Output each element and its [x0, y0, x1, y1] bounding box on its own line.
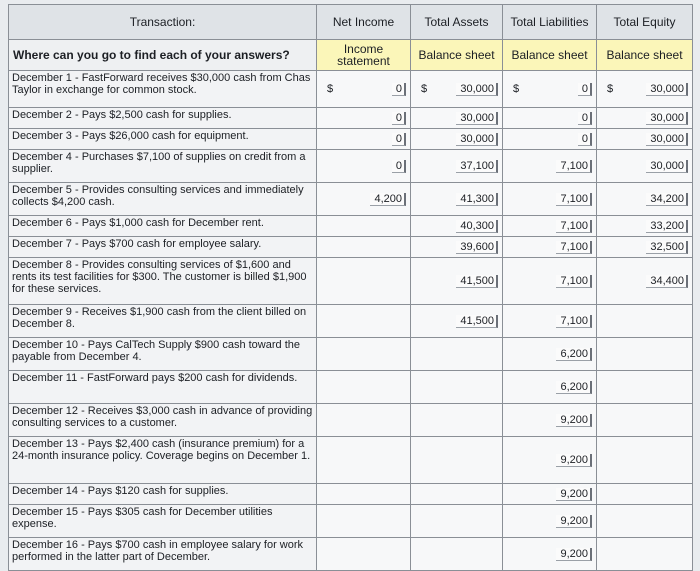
header-total-equity: Total Equity — [597, 5, 693, 40]
transaction-row — [9, 305, 693, 338]
total-assets-cell[interactable] — [411, 71, 503, 108]
transaction-description: December 15 - Pays $305 cash for December utilities expense. — [9, 505, 317, 538]
total-assets-cell[interactable] — [411, 108, 503, 129]
net-income-cell[interactable] — [317, 505, 411, 538]
total-equity-cell[interactable] — [597, 183, 693, 216]
dollar-sign: $ — [327, 83, 334, 95]
total-assets-cell[interactable] — [411, 484, 503, 505]
total-liabilities-cell[interactable] — [503, 338, 597, 371]
header-total-assets: Total Assets — [411, 5, 503, 40]
total-assets-input[interactable]: 37,100 — [456, 160, 498, 173]
net-income-input[interactable]: 0 — [392, 160, 406, 173]
transaction-row — [9, 258, 693, 305]
transaction-description: December 9 - Receives $1,900 cash from the client billed on December 8. — [9, 305, 317, 338]
worksheet-table — [8, 4, 693, 571]
source-question: Where can you go to find each of your answers? — [9, 40, 317, 71]
total-liabilities-cell[interactable] — [503, 371, 597, 404]
total-liabilities-cell[interactable] — [503, 484, 597, 505]
total-equity-cell[interactable] — [597, 371, 693, 404]
total-assets-cell[interactable] — [411, 437, 503, 484]
net-income-input[interactable]: 0 — [392, 133, 406, 146]
net-income-cell[interactable] — [317, 338, 411, 371]
total-equity-input[interactable]: 30,000 — [646, 112, 688, 125]
net-income-cell[interactable] — [317, 183, 411, 216]
total-liabilities-input[interactable]: 9,200 — [556, 454, 592, 467]
total-assets-cell[interactable] — [411, 258, 503, 305]
total-equity-cell[interactable] — [597, 305, 693, 338]
total-assets-input[interactable]: 41,300 — [456, 193, 498, 206]
total-assets-input[interactable]: 41,500 — [456, 275, 498, 288]
total-equity-cell[interactable] — [597, 505, 693, 538]
total-assets-cell[interactable] — [411, 129, 503, 150]
total-liabilities-cell[interactable] — [503, 505, 597, 538]
total-assets-input[interactable]: 30,000 — [456, 112, 498, 125]
total-equity-cell[interactable] — [597, 237, 693, 258]
net-income-cell[interactable] — [317, 258, 411, 305]
transaction-description: December 11 - FastForward pays $200 cash for dividends. — [9, 371, 317, 404]
total-assets-cell[interactable] — [411, 150, 503, 183]
total-liabilities-cell[interactable] — [503, 237, 597, 258]
total-equity-cell[interactable] — [597, 150, 693, 183]
liabilities-source-select[interactable]: Balance sheet — [503, 40, 597, 71]
total-liabilities-input[interactable]: 0 — [578, 83, 592, 96]
total-assets-input[interactable]: 30,000 — [456, 133, 498, 146]
transaction-row — [9, 505, 693, 538]
transaction-row — [9, 216, 693, 237]
net-income-cell[interactable] — [317, 305, 411, 338]
total-liabilities-cell[interactable] — [503, 538, 597, 571]
total-liabilities-input[interactable]: 7,100 — [556, 220, 592, 233]
net-income-cell[interactable] — [317, 237, 411, 258]
transaction-row — [9, 108, 693, 129]
transaction-row — [9, 71, 693, 108]
net-income-input[interactable]: 4,200 — [370, 193, 406, 206]
total-liabilities-cell[interactable] — [503, 108, 597, 129]
transaction-description: December 8 - Provides consulting services of $1,600 and rents its test facilities for $300. The customer is billed $1,900 for these services. — [9, 258, 317, 305]
transaction-row — [9, 183, 693, 216]
total-equity-cell[interactable] — [597, 484, 693, 505]
total-assets-cell[interactable] — [411, 216, 503, 237]
transaction-row — [9, 538, 693, 571]
assets-source-select[interactable]: Balance sheet — [411, 40, 503, 71]
net-income-cell[interactable] — [317, 150, 411, 183]
total-liabilities-input[interactable]: 6,200 — [556, 348, 592, 361]
total-liabilities-cell[interactable] — [503, 71, 597, 108]
net-income-source-select[interactable]: Income statement — [317, 40, 411, 71]
transaction-row — [9, 437, 693, 484]
total-assets-input[interactable]: 41,500 — [456, 315, 498, 328]
total-equity-input[interactable]: 32,500 — [646, 241, 688, 254]
total-equity-input[interactable]: 30,000 — [646, 160, 688, 173]
transaction-description: December 5 - Provides consulting services and immediately collects $4,200 cash. — [9, 183, 317, 216]
total-equity-input[interactable]: 30,000 — [646, 133, 688, 146]
total-equity-cell[interactable] — [597, 404, 693, 437]
transaction-description: December 10 - Pays CalTech Supply $900 cash toward the payable from December 4. — [9, 338, 317, 371]
dollar-sign: $ — [607, 83, 614, 95]
total-liabilities-input[interactable]: 9,200 — [556, 414, 592, 427]
total-liabilities-input[interactable]: 0 — [578, 133, 592, 146]
total-equity-cell[interactable] — [597, 108, 693, 129]
net-income-cell[interactable] — [317, 71, 411, 108]
transaction-row — [9, 150, 693, 183]
total-assets-cell[interactable] — [411, 538, 503, 571]
total-liabilities-input[interactable]: 7,100 — [556, 193, 592, 206]
transaction-description: December 14 - Pays $120 cash for supplies. — [9, 484, 317, 505]
transaction-row — [9, 237, 693, 258]
net-income-cell[interactable] — [317, 538, 411, 571]
transaction-description: December 16 - Pays $700 cash in employee salary for work performed in the latter part of December. — [9, 538, 317, 571]
total-equity-cell[interactable] — [597, 258, 693, 305]
total-assets-cell[interactable] — [411, 305, 503, 338]
total-liabilities-input[interactable]: 0 — [578, 112, 592, 125]
transaction-description: December 2 - Pays $2,500 cash for supplies. — [9, 108, 317, 129]
total-assets-cell[interactable] — [411, 338, 503, 371]
equity-source-select[interactable]: Balance sheet — [597, 40, 693, 71]
transaction-row — [9, 404, 693, 437]
header-row — [9, 5, 693, 40]
total-liabilities-input[interactable]: 7,100 — [556, 241, 592, 254]
net-income-cell[interactable] — [317, 216, 411, 237]
header-transaction: Transaction: — [9, 5, 317, 40]
total-liabilities-input[interactable]: 7,100 — [556, 275, 592, 288]
transaction-row — [9, 371, 693, 404]
total-assets-cell[interactable] — [411, 371, 503, 404]
net-income-cell[interactable] — [317, 404, 411, 437]
total-liabilities-input[interactable]: 7,100 — [556, 160, 592, 173]
total-liabilities-input[interactable]: 9,200 — [556, 548, 592, 561]
total-equity-cell[interactable] — [597, 437, 693, 484]
net-income-cell[interactable] — [317, 484, 411, 505]
total-equity-cell[interactable] — [597, 216, 693, 237]
header-total-liabilities — [503, 5, 597, 40]
transaction-description: December 7 - Pays $700 cash for employee salary. — [9, 237, 317, 258]
total-assets-cell[interactable] — [411, 237, 503, 258]
total-assets-cell[interactable] — [411, 505, 503, 538]
total-equity-input[interactable]: 34,400 — [646, 275, 688, 288]
total-equity-input[interactable]: 34,200 — [646, 193, 688, 206]
transaction-description: December 6 - Pays $1,000 cash for December rent. — [9, 216, 317, 237]
transaction-description: December 3 - Pays $26,000 cash for equipment. — [9, 129, 317, 150]
total-equity-input[interactable]: 33,200 — [646, 220, 688, 233]
transaction-description: December 4 - Purchases $7,100 of supplies on credit from a supplier. — [9, 150, 317, 183]
transaction-row — [9, 338, 693, 371]
total-assets-input[interactable]: 40,300 — [456, 220, 498, 233]
total-liabilities-cell[interactable] — [503, 437, 597, 484]
net-income-input[interactable]: 0 — [392, 112, 406, 125]
total-liabilities-cell[interactable] — [503, 129, 597, 150]
net-income-cell[interactable] — [317, 371, 411, 404]
header-total-liabilities-label: Total Liabilities — [510, 14, 589, 29]
total-liabilities-input[interactable]: 6,200 — [556, 381, 592, 394]
transaction-row — [9, 484, 693, 505]
total-liabilities-cell[interactable] — [503, 258, 597, 305]
total-equity-cell[interactable] — [597, 538, 693, 571]
transaction-row — [9, 129, 693, 150]
total-equity-cell[interactable] — [597, 71, 693, 108]
total-assets-input[interactable]: 30,000 — [456, 83, 498, 96]
total-liabilities-input[interactable]: 9,200 — [556, 488, 592, 501]
transaction-description: December 1 - FastForward receives $30,000 cash from Chas Taylor in exchange for common stock. — [9, 71, 317, 108]
dollar-sign: $ — [421, 83, 428, 95]
dollar-sign: $ — [513, 83, 520, 95]
total-assets-cell[interactable] — [411, 404, 503, 437]
total-equity-cell[interactable] — [597, 129, 693, 150]
total-liabilities-input[interactable]: 9,200 — [556, 515, 592, 528]
transaction-description: December 12 - Receives $3,000 cash in advance of providing consulting services to a customer. — [9, 404, 317, 437]
total-assets-cell[interactable] — [411, 183, 503, 216]
total-liabilities-cell[interactable] — [503, 216, 597, 237]
total-liabilities-input[interactable]: 7,100 — [556, 315, 592, 328]
total-liabilities-cell[interactable] — [503, 404, 597, 437]
total-liabilities-cell[interactable] — [503, 305, 597, 338]
source-row — [9, 40, 693, 71]
total-equity-input[interactable]: 30,000 — [646, 83, 688, 96]
net-income-cell[interactable] — [317, 108, 411, 129]
net-income-cell[interactable] — [317, 437, 411, 484]
total-liabilities-cell[interactable] — [503, 183, 597, 216]
total-equity-cell[interactable] — [597, 338, 693, 371]
net-income-cell[interactable] — [317, 129, 411, 150]
transaction-description: December 13 - Pays $2,400 cash (insurance premium) for a 24-month insurance policy. Coverage begins on December 1. — [9, 437, 317, 484]
total-liabilities-cell[interactable] — [503, 150, 597, 183]
net-income-input[interactable]: 0 — [392, 83, 406, 96]
header-net-income: Net Income — [317, 5, 411, 40]
total-assets-input[interactable]: 39,600 — [456, 241, 498, 254]
